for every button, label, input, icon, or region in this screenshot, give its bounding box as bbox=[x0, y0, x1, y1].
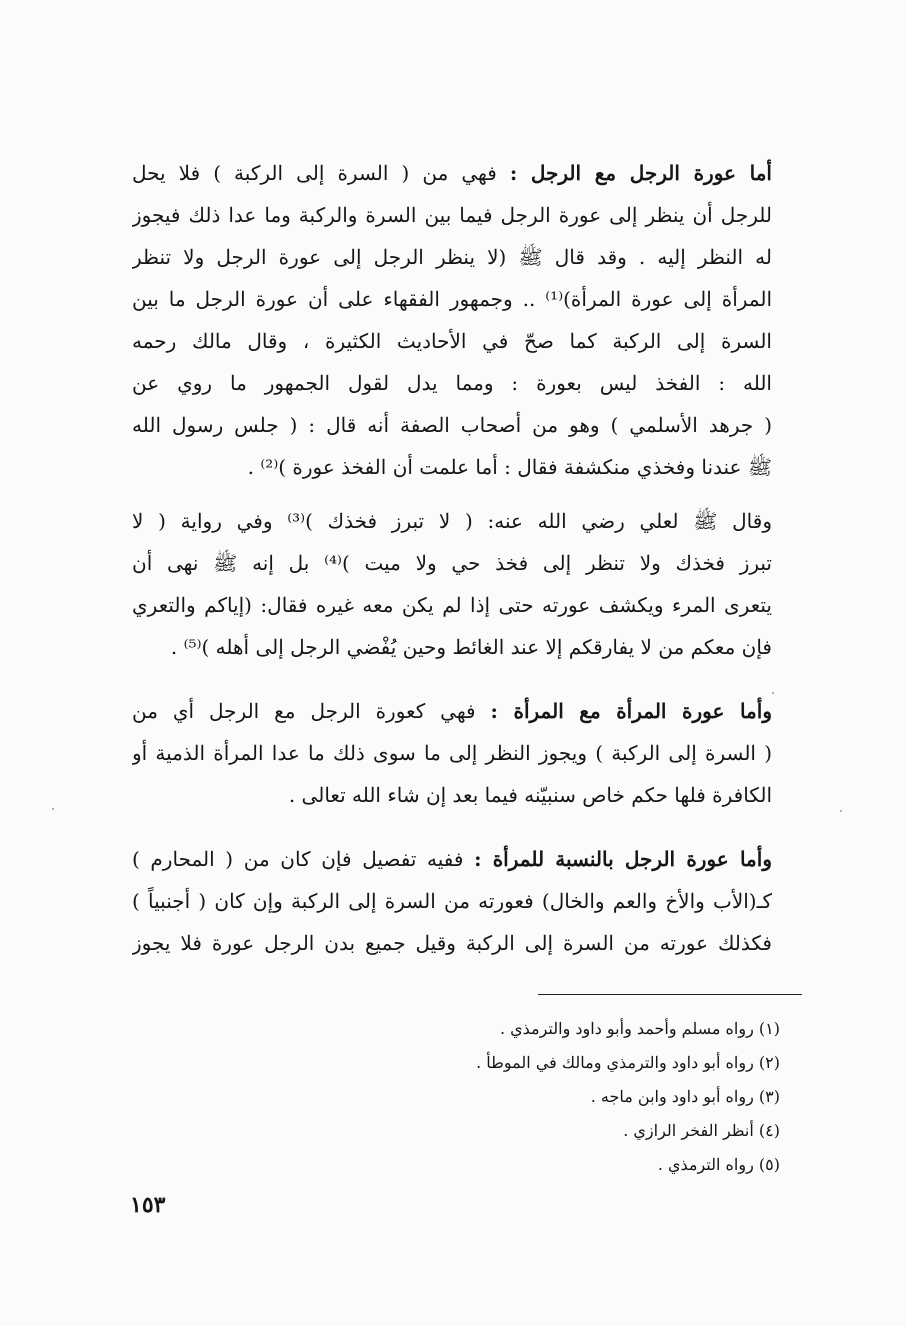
page-number: ١٥٣ bbox=[130, 1192, 166, 1218]
footnote-item: (٣) رواه أبو داود وابن ماجه . bbox=[590, 1087, 780, 1106]
paragraph-line: وقال ﷺ لعلي رضي الله عنه: ( لا تبرز فخذك )⁽³⁾ وفي رواية ( لا bbox=[132, 509, 772, 533]
paragraph-line-text: فهي كعورة الرجل مع الرجل أي من bbox=[132, 699, 491, 723]
paragraph-line: الكافرة فلها حكم خاص سنبيّنه فيما بعد إن شاء الله تعالى . bbox=[288, 783, 772, 807]
scan-speck bbox=[772, 692, 774, 694]
footnote-item: (١) رواه مسلم وأحمد وأبو داود والترمذي . bbox=[499, 1019, 780, 1038]
paragraph-heading: وأما عورة المرأة مع المرأة : bbox=[490, 699, 772, 723]
paragraph-line: تبرز فخذك ولا تنظر إلى فخذ حي ولا ميت )⁽⁴⁾ بل إنه ﷺ نهى أن bbox=[132, 551, 772, 575]
paragraph-line: ( السرة إلى الركبة ) ويجوز النظر إلى ما سوى ذلك ما عدا المرأة الذمية أو bbox=[132, 741, 772, 765]
paragraph-men-with-men bbox=[132, 152, 772, 488]
paragraph-line: للرجل أن ينظر إلى عورة الرجل فيما بين السرة والركبة وما عدا ذلك فيجوز bbox=[132, 203, 772, 227]
paragraph-line: السرة إلى الركبة كما صحّ في الأحاديث الكثيرة ، وقال مالك رحمه bbox=[132, 329, 772, 353]
paragraph-line: ( جرهد الأسلمي ) وهو من أصحاب الصفة أنه قال : ( جلس رسول الله bbox=[132, 413, 772, 437]
paragraph-line: فكذلك عورته من السرة إلى الركبة وقيل جميع بدن الرجل عورة فلا يجوز bbox=[132, 931, 772, 955]
paragraph-line: الله : الفخذ ليس بعورة : ومما يدل لقول الجمهور ما روي عن bbox=[132, 371, 772, 395]
paragraph-line: المرأة إلى عورة المرأة)⁽¹⁾ .. وجمهور الفقهاء على أن عورة الرجل ما بين bbox=[132, 287, 772, 311]
paragraph-heading: وأما عورة الرجل بالنسبة للمرأة : bbox=[474, 847, 772, 871]
footnote-item: (٥) رواه الترمذي . bbox=[657, 1155, 780, 1174]
footnotes-list bbox=[380, 1012, 780, 1182]
paragraph-line: ﷺ عندنا وفخذي منكشفة فقال : أما علمت أن الفخذ عورة )⁽²⁾ . bbox=[247, 455, 772, 479]
paragraph-line bbox=[132, 152, 772, 194]
footnote-item: (٢) رواه أبو داود والترمذي ومالك في الموطأ . bbox=[476, 1053, 780, 1072]
paragraph-line: فإن معكم من لا يفارقكم إلا عند الغائط وحين يُفْضي الرجل إلى أهله )⁽⁵⁾ . bbox=[170, 635, 772, 659]
scan-speck bbox=[52, 808, 54, 810]
paragraph-thigh-hadith bbox=[132, 500, 772, 668]
paragraph-line: يتعرى المرء ويكشف عورته حتى إذا لم يكن معه غيره فقال: (إياكم والتعري bbox=[132, 593, 772, 617]
paragraph-heading: أما عورة الرجل مع الرجل : bbox=[509, 161, 772, 185]
paragraph-man-relative-to-woman bbox=[132, 838, 772, 964]
footnote-item: (٤) أنظر الفخر الرازي . bbox=[623, 1121, 780, 1140]
footnote-divider bbox=[538, 994, 802, 995]
paragraph-line-text: فهي من ( السرة إلى الركبة ) فلا يحل bbox=[132, 161, 510, 185]
paragraph-line: له النظر إليه . وقد قال ﷺ (لا ينظر الرجل إلى عورة الرجل ولا تنظر bbox=[132, 245, 772, 269]
paragraph-line: كـ(الأب والأخ والعم والخال) فعورته من السرة إلى الركبة وإن كان ( أجنبياً ) bbox=[132, 889, 772, 913]
paragraph-line bbox=[132, 838, 772, 880]
paragraph-line-text: ففيه تفصيل فإن كان من ( المحارم ) bbox=[132, 847, 475, 871]
paragraph-women-with-women bbox=[132, 690, 772, 816]
paragraph-line bbox=[132, 690, 772, 732]
scan-speck bbox=[840, 810, 842, 812]
